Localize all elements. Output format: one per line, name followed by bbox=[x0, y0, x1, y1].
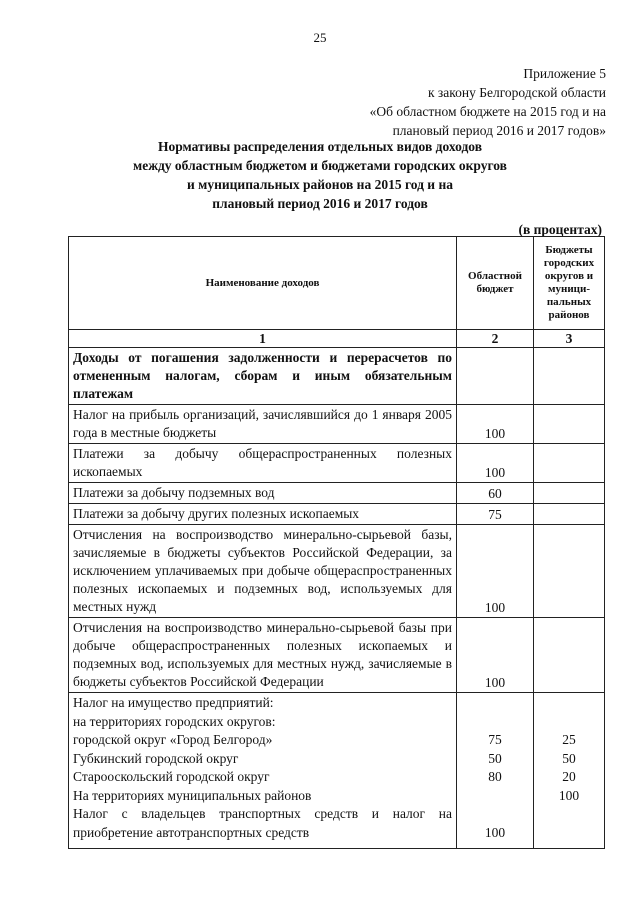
municipal-value bbox=[534, 405, 605, 444]
regional-value: 80 bbox=[488, 769, 502, 784]
municipal-value bbox=[534, 348, 605, 405]
revenue-name: Отчисления на воспроизводство минерально-сырьевой базы при добыче общераспространенных полезных ископаемых и подземных вод, используемых для местных нужд, зачисляемые в бюджеты субъектов Российской Федерации bbox=[69, 618, 457, 693]
header-regional: Областной бюджет bbox=[457, 237, 534, 330]
revenue-name: Налог на прибыль организаций, зачислявшийся до 1 января 2005 года в местные бюджеты bbox=[69, 405, 457, 444]
revenue-line: Налог с владельцев транспортных средств и налог на bbox=[73, 806, 452, 821]
municipal-value: 50 bbox=[562, 750, 576, 766]
municipal-value bbox=[538, 805, 600, 824]
revenue-line: На территориях муниципальных районов bbox=[73, 787, 312, 803]
regional-value: 50 bbox=[488, 750, 502, 766]
revenue-line: на территориях городских округов: bbox=[73, 713, 276, 729]
table-header-row bbox=[69, 237, 605, 330]
header-municipal: Бюджеты городских округов и муници-пальных районов bbox=[534, 237, 605, 330]
revenue-line: Старооскольский городской округ bbox=[73, 769, 270, 784]
title-line: Нормативы распределения отдельных видов доходов bbox=[158, 139, 482, 154]
regional-value bbox=[461, 787, 529, 806]
column-number: 2 bbox=[457, 330, 534, 348]
table-row bbox=[69, 348, 605, 405]
municipal-values bbox=[534, 693, 605, 849]
regional-value bbox=[461, 694, 529, 713]
column-number: 3 bbox=[534, 330, 605, 348]
table-row-property-tax bbox=[69, 693, 605, 849]
appendix-line: «Об областном бюджете на 2015 год и на bbox=[369, 104, 606, 119]
municipal-value: 20 bbox=[562, 769, 576, 784]
table-row bbox=[69, 504, 605, 525]
column-number-row bbox=[69, 330, 605, 348]
table-row bbox=[69, 405, 605, 444]
municipal-value bbox=[538, 713, 600, 732]
table-row bbox=[69, 525, 605, 618]
revenue-name: Платежи за добычу подземных вод bbox=[69, 483, 457, 504]
regional-value: 100 bbox=[484, 824, 506, 840]
appendix-line: плановый период 2016 и 2017 годов» bbox=[392, 123, 606, 138]
regional-value: 100 bbox=[457, 525, 534, 618]
municipal-value bbox=[534, 525, 605, 618]
header-name: Наименование доходов bbox=[69, 237, 457, 330]
municipal-value bbox=[534, 504, 605, 525]
column-number: 1 bbox=[69, 330, 457, 348]
regional-value bbox=[461, 805, 529, 824]
revenue-line: Губкинский городской округ bbox=[73, 750, 239, 766]
regional-value: 75 bbox=[457, 504, 534, 525]
regional-value bbox=[461, 713, 529, 732]
municipal-value bbox=[538, 694, 600, 713]
municipal-value bbox=[538, 824, 600, 843]
revenue-line: Налог на имущество предприятий: bbox=[73, 695, 274, 710]
title-line: плановый период 2016 и 2017 годов bbox=[212, 196, 428, 211]
revenue-name: Отчисления на воспроизводство минерально-сырьевой базы, зачисляемые в бюджеты субъектов Российской Федерации, за исключением уплачиваемых при добыче общераспространенных полезных ископаемых и подземных вод, используемых для местных нужд bbox=[69, 525, 457, 618]
units-label: (в процентах) bbox=[518, 222, 602, 237]
regional-values bbox=[457, 693, 534, 849]
regional-value: 75 bbox=[488, 732, 502, 747]
appendix-line: к закону Белгородской области bbox=[428, 85, 606, 100]
table-row bbox=[69, 483, 605, 504]
appendix-line: Приложение 5 bbox=[523, 66, 606, 81]
regional-value: 60 bbox=[457, 483, 534, 504]
document-title bbox=[60, 137, 580, 213]
municipal-value bbox=[534, 618, 605, 693]
municipal-value: 25 bbox=[562, 732, 576, 747]
regional-value: 100 bbox=[457, 444, 534, 483]
page-number: 25 bbox=[313, 30, 327, 45]
municipal-value: 100 bbox=[558, 787, 580, 803]
table-row bbox=[69, 618, 605, 693]
revenue-name bbox=[69, 693, 457, 849]
revenue-name: Доходы от погашения задолженности и перерасчетов по отмененным налогам, сборам и иным обязательным платежам bbox=[69, 348, 457, 405]
regional-value: 100 bbox=[457, 405, 534, 444]
municipal-value bbox=[534, 483, 605, 504]
revenue-line: приобретение автотранспортных средств bbox=[73, 824, 310, 840]
title-line: и муниципальных районов на 2015 год и на bbox=[187, 177, 453, 192]
regional-value bbox=[457, 348, 534, 405]
appendix-note bbox=[370, 64, 606, 140]
title-line: между областным бюджетом и бюджетами городских округов bbox=[133, 158, 507, 173]
table-row bbox=[69, 444, 605, 483]
municipal-value bbox=[534, 444, 605, 483]
revenue-name: Платежи за добычу других полезных ископаемых bbox=[69, 504, 457, 525]
revenue-norms-table bbox=[68, 236, 605, 849]
revenue-line: городской округ «Город Белгород» bbox=[73, 732, 273, 747]
regional-value: 100 bbox=[457, 618, 534, 693]
revenue-name: Платежи за добычу общераспространенных полезных ископаемых bbox=[69, 444, 457, 483]
